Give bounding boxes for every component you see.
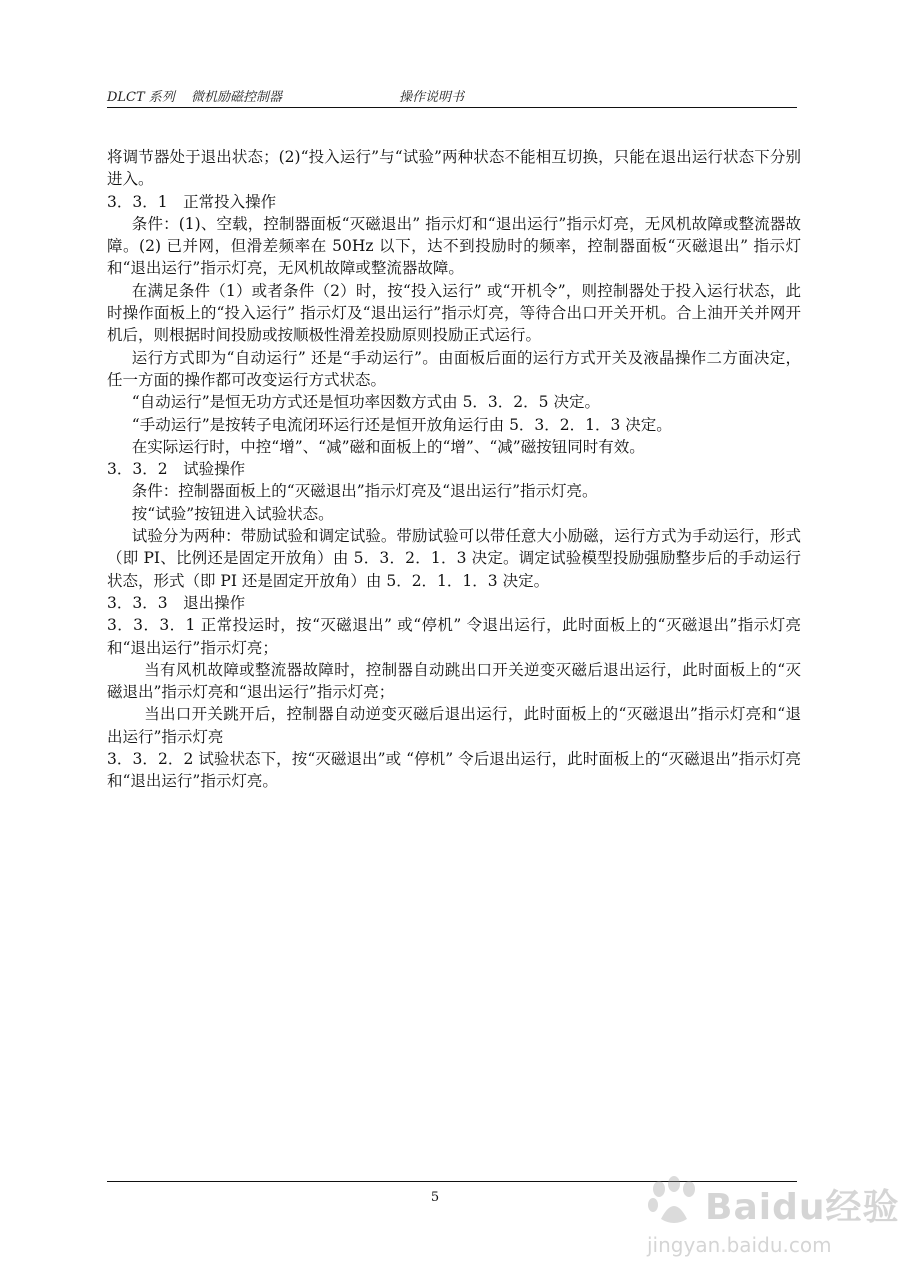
paragraph: 运行方式即为“自动运行” 还是“手动运行”。由面板后面的运行方式开关及液晶操作二方面决定，任一方面的操作都可改变运行方式状态。 bbox=[107, 348, 801, 389]
paragraph: 3．3．2．2 试验状态下，按“灭磁退出”或 “停机” 令后退出运行，此时面板上的“灭磁退出”指示灯亮和“退出运行”指示灯亮。 bbox=[107, 750, 801, 791]
paragraph: “手动运行”是按转子电流闭环运行还是恒开放角运行由 5．3．2．1．3 决定。 bbox=[131, 415, 672, 434]
paragraph: 3．3．3．1 正常投运时，按“灭磁退出” 或“停机” 令退出运行，此时面板上的“灭磁退出”指示灯亮和“退出运行”指示灯亮； bbox=[107, 616, 801, 657]
paragraph: 在满足条件（1）或者条件（2）时，按“投入运行” 或“开机令”，则控制器处于投入运行状态，此时操作面板上的“投入运行” 指示灯及“退出运行”指示灯亮，等待合出口开关开机。合上油开关并网开机后，则根据时间投励或按顺极性滑差投励原则投励正式运行。 bbox=[107, 281, 801, 345]
paragraph: 当出口开关跳开后，控制器自动逆变灭磁后退出运行，此时面板上的“灭磁退出”指示灯亮和“退出运行”指示灯亮 bbox=[107, 705, 801, 746]
section-heading: 3．3．1 正常投入操作 bbox=[107, 192, 277, 211]
paragraph: 试验分为两种：带励试验和调定试验。带励试验可以带任意大小励磁，运行方式为手动运行，形式（即 PI、比例还是固定开放角）由 5．3．2．1．3 决定。调定试验模型投励强励整步后的手动运行状态，形式（即 PI 还是固定开放角）由 5．2．1．1．3 决定。 bbox=[107, 527, 801, 590]
header-series: DLCT 系列 bbox=[107, 90, 175, 105]
paragraph: “自动运行”是恒无功方式还是恒功率因数方式由 5．3．2．5 决定。 bbox=[131, 393, 600, 412]
baidu-watermark bbox=[645, 1175, 900, 1265]
header-product: 微机励磁控制器 bbox=[191, 90, 283, 105]
paragraph: 条件：控制器面板上的“灭磁退出”指示灯亮及“退出运行”指示灯亮。 bbox=[131, 482, 598, 501]
paragraph: 将调节器处于退出状态；(2)“投入运行”与“试验”两种状态不能相互切换，只能在退出运行状态下分别进入。 bbox=[107, 148, 801, 189]
watermark-brand: Baidu经验 bbox=[705, 1187, 900, 1228]
paragraph: 在实际运行时，中控“增”、“减”磁和面板上的“增”、“减”磁按钮同时有效。 bbox=[131, 437, 645, 456]
page-header bbox=[107, 86, 797, 106]
header-doc-type: 操作说明书 bbox=[399, 90, 465, 105]
section-heading: 3．3．3 退出操作 bbox=[107, 593, 246, 612]
paragraph: 条件：(1)、空载，控制器面板“灭磁退出” 指示灯和“退出运行”指示灯亮，无风机故障或整流器故障。(2) 已并网，但滑差频率在 50Hz 以下，达不到投励时的频率，控制器面板“灭磁退出” 指示灯和“退出运行”指示灯亮，无风机故障或整流器故障。 bbox=[107, 214, 801, 278]
section-heading: 3．3．2 试验操作 bbox=[107, 460, 246, 479]
header-divider bbox=[107, 107, 797, 108]
paragraph: 当有风机故障或整流器故障时，控制器自动跳出口开关逆变灭磁后退出运行，此时面板上的“灭磁退出”指示灯亮和“退出运行”指示灯亮； bbox=[107, 660, 801, 702]
document-body bbox=[107, 146, 801, 793]
paw-icon bbox=[645, 1175, 703, 1227]
watermark-url: jingyan.baidu.com bbox=[647, 1233, 832, 1257]
paragraph: 按“试验”按钮进入试验状态。 bbox=[131, 504, 334, 523]
page-number: 5 bbox=[430, 1190, 440, 1205]
